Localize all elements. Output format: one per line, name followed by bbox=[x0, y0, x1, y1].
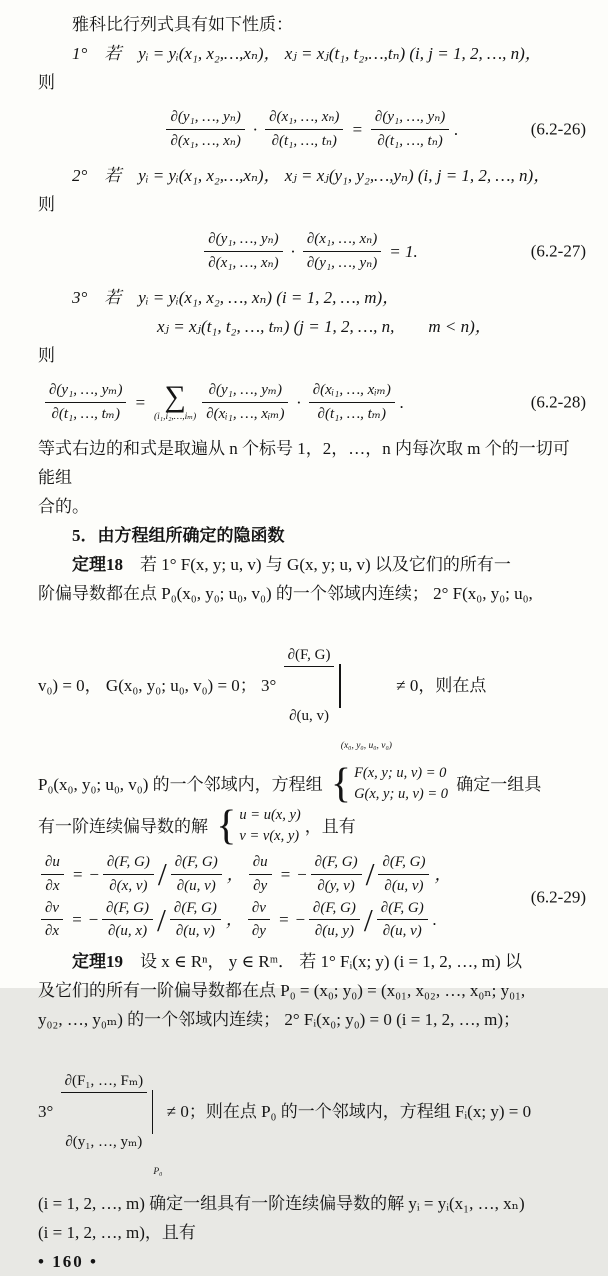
equals-operator: = bbox=[71, 864, 84, 884]
theorem-18-text: 确定一组具 bbox=[452, 774, 542, 794]
theorem-19-line4 bbox=[38, 1034, 586, 1189]
equation-number: (6.2-29) bbox=[530, 887, 586, 907]
fraction-numerator: ∂v bbox=[248, 899, 270, 921]
equation-period: . bbox=[432, 910, 437, 930]
jacobian-fraction bbox=[102, 899, 153, 942]
minus-sign: − bbox=[88, 864, 100, 884]
fraction-denominator: ∂y bbox=[253, 877, 268, 894]
fraction-denominator: ∂(t₁, …, tₘ) bbox=[51, 405, 120, 422]
division-slash: / bbox=[157, 856, 167, 893]
division-slash: / bbox=[363, 901, 373, 938]
fraction-numerator: ∂(F, G) bbox=[103, 853, 154, 875]
jacobian-fraction bbox=[377, 899, 428, 942]
then-label-3: 则 bbox=[38, 346, 55, 365]
jacobian-fraction bbox=[170, 899, 221, 942]
fraction-denominator: ∂(u, v) bbox=[289, 707, 329, 724]
jacobian-fraction bbox=[166, 108, 244, 151]
summation-note-line2: 合的。 bbox=[38, 497, 89, 516]
property-3-statement-line2: xⱼ = xⱼ(t₁, t₂, …, tₘ) (j = 1, 2, …, n, m < n)， bbox=[157, 317, 492, 336]
fraction-denominator: ∂(t₁, …, tₙ) bbox=[377, 132, 443, 149]
fraction-denominator: ∂y bbox=[251, 923, 266, 940]
jacobian-fraction bbox=[309, 899, 360, 942]
theorem-18-line3 bbox=[38, 608, 586, 763]
fraction-denominator: ∂(t₁, …, tₘ) bbox=[317, 405, 387, 422]
fraction-numerator: ∂v bbox=[41, 899, 63, 921]
equals-operator: = bbox=[277, 910, 290, 930]
fraction-denominator: ∂(y₁, …, yₙ) bbox=[306, 254, 378, 271]
theorem-18-line4 bbox=[38, 763, 586, 805]
theorem-18-label: 定理18 bbox=[72, 555, 123, 574]
jacobian-condition-fraction bbox=[284, 608, 335, 763]
fraction-denominator: ∂(u, y) bbox=[314, 923, 354, 940]
theorem-19-line2: 及它们的所有一阶偏导数都在点 P₀ = (x₀; y₀) = (x₀₁, x₀₂, …, x₀ₙ; y₀₁, bbox=[38, 981, 526, 1000]
separator: ， bbox=[226, 864, 244, 884]
fraction-numerator: ∂(F, G) bbox=[377, 899, 428, 921]
equation-row bbox=[38, 853, 586, 896]
jacobian-fraction bbox=[202, 381, 288, 424]
equation-6-2-28 bbox=[38, 375, 586, 429]
theorem-19-text: 设 x ∈ Rⁿ， y ∈ Rᵐ． 若 1° Fᵢ(x; y) (i = 1, 2, …, m) 以 bbox=[123, 952, 522, 971]
equation-6-2-27 bbox=[38, 224, 586, 278]
fraction-denominator: ∂(y, v) bbox=[317, 877, 355, 894]
theorem-19-line5: (i = 1, 2, …, m) 确定一组具有一阶连续偏导数的解 yᵢ = yᵢ(x₁, …, xₙ) bbox=[38, 1194, 525, 1213]
fraction-numerator: ∂(F, G) bbox=[378, 853, 429, 875]
fraction-numerator: ∂(y₁, …, yₘ) bbox=[45, 381, 126, 403]
minus-sign: − bbox=[296, 864, 308, 884]
equation-6-2-26 bbox=[38, 102, 586, 156]
fraction-numerator: ∂(F, G) bbox=[170, 899, 221, 921]
jacobian-fraction bbox=[378, 853, 429, 896]
fraction-denominator: ∂(t₁, …, tₙ) bbox=[271, 132, 337, 149]
fraction-denominator: ∂(u, x) bbox=[108, 923, 148, 940]
fraction-numerator: ∂(F, G) bbox=[309, 899, 360, 921]
equals-operator: = bbox=[71, 910, 83, 930]
jacobian-fraction bbox=[265, 108, 343, 151]
summation-index: (i₁,i₂,…,iₘ) bbox=[153, 411, 197, 422]
separator: ， bbox=[434, 864, 452, 884]
jacobian-fraction bbox=[311, 853, 362, 896]
jacobian-fraction bbox=[371, 108, 449, 151]
theorem-18-text: P₀(x₀, y₀; u₀, v₀) 的一个邻域内，方程组 bbox=[38, 774, 327, 794]
fraction-denominator: ∂(u, v) bbox=[175, 923, 215, 940]
theorem-18-line2: 阶偏导数都在点 P₀(x₀, y₀; u₀, v₀) 的一个邻域内连续； 2° F(x₀, y₀; u₀, bbox=[38, 584, 533, 603]
partial-lhs bbox=[248, 899, 270, 942]
intro-line: 雅科比行列式具有如下性质： bbox=[72, 15, 293, 34]
fraction-numerator: ∂(x₁, …, xₙ) bbox=[303, 230, 381, 252]
fraction-denominator: ∂(x, v) bbox=[109, 877, 148, 894]
page-number: • 160 • bbox=[38, 1252, 98, 1271]
theorem-18-line5 bbox=[38, 805, 586, 847]
partial-lhs bbox=[41, 853, 64, 896]
division-slash: / bbox=[365, 856, 375, 893]
fraction-denominator: ∂(x₁, …, xₙ) bbox=[208, 254, 279, 271]
equals-operator: = bbox=[134, 392, 146, 412]
fraction-numerator: ∂(F, G) bbox=[284, 646, 335, 668]
section-5-heading: 5．由方程组所确定的隐函数 bbox=[72, 526, 285, 545]
theorem-18-text: ≠ 0，则在点 bbox=[391, 676, 487, 695]
solution-system bbox=[216, 805, 301, 847]
partial-lhs bbox=[249, 853, 272, 896]
fraction-numerator: ∂(y₁, …, yₙ) bbox=[166, 108, 244, 130]
separator: ， bbox=[225, 910, 243, 930]
system-equation-G: G(x, y; u, v) = 0 bbox=[354, 786, 448, 802]
equation-6-2-29 bbox=[38, 853, 586, 941]
fraction-denominator: ∂(u, v) bbox=[176, 877, 216, 894]
property-1-statement: 1° 若 yᵢ = yᵢ(x₁, x₂,…,xₙ)， xⱼ = xⱼ(t₁, t₂,…,tₙ) (i, j = 1, 2, …, n)， bbox=[72, 44, 542, 63]
property-3-statement-line1: 3° 若 yᵢ = yᵢ(x₁, x₂, …, xₙ) (i = 1, 2, …, m)， bbox=[72, 288, 400, 307]
theorem-19-line6: (i = 1, 2, …, m)，且有 bbox=[38, 1223, 196, 1242]
equation-number: (6.2-28) bbox=[530, 392, 586, 412]
fraction-denominator: ∂(x₁, …, xₙ) bbox=[170, 132, 241, 149]
dot-operator: · bbox=[296, 392, 301, 412]
left-brace: { bbox=[216, 803, 237, 849]
evaluation-point: (x₀, y₀, u₀, v₀) bbox=[340, 741, 392, 751]
then-label-2: 则 bbox=[38, 195, 55, 214]
equation-number: (6.2-27) bbox=[530, 241, 586, 261]
theorem-19-line3: y₀₂, …, y₀ₘ) 的一个邻域内连续； 2° Fᵢ(x₀; y₀) = 0 (i = 1, 2, …, m)； bbox=[38, 1010, 520, 1029]
theorem-19-line1 bbox=[38, 947, 586, 976]
theorem-19-label: 定理19 bbox=[72, 952, 123, 971]
minus-sign: − bbox=[294, 910, 306, 930]
equation-system bbox=[331, 763, 448, 805]
equals-one: = 1. bbox=[389, 241, 418, 261]
fraction-denominator: ∂(y₁, …, yₘ) bbox=[65, 1133, 143, 1150]
equals-operator: = bbox=[351, 119, 363, 139]
equals-operator: = bbox=[279, 864, 292, 884]
fraction-denominator: ∂(u, v) bbox=[384, 877, 424, 894]
equation-period: . bbox=[399, 392, 405, 412]
theorem-18-text: 若 1° F(x, y; u, v) 与 G(x, y; u, v) 以及它们的所有一 bbox=[123, 555, 511, 574]
evaluation-bar bbox=[339, 664, 340, 708]
jacobian-condition-fraction bbox=[61, 1034, 148, 1189]
fraction-numerator: ∂u bbox=[249, 853, 272, 875]
fraction-denominator: ∂x bbox=[45, 877, 60, 894]
equation-period: . bbox=[454, 119, 459, 139]
equation-row bbox=[38, 899, 586, 942]
theorem-19-text: ≠ 0；则在点 P₀ 的一个邻域内，方程组 Fᵢ(x; y) = 0 bbox=[162, 1102, 532, 1121]
then-label-1: 则 bbox=[38, 73, 55, 92]
theorem-18-text: v₀) = 0， G(x₀, y₀; u₀, v₀) = 0； 3° bbox=[38, 676, 281, 695]
jacobian-fraction bbox=[171, 853, 222, 896]
theorem-19-text: 3° bbox=[38, 1102, 58, 1121]
dot-operator: · bbox=[290, 241, 295, 261]
solution-u: u = u(x, y) bbox=[239, 807, 301, 823]
jacobian-fraction bbox=[204, 230, 282, 273]
fraction-denominator: ∂(u, v) bbox=[382, 923, 422, 940]
left-brace: { bbox=[330, 761, 352, 807]
evaluation-point: P₀ bbox=[153, 1167, 163, 1177]
theorem-18-text: 有一阶连续偏导数的解 bbox=[38, 816, 213, 836]
sigma-symbol: ∑ bbox=[164, 379, 186, 413]
theorem-18-text: ，且有 bbox=[304, 816, 356, 836]
fraction-numerator: ∂(F, G) bbox=[102, 899, 153, 921]
evaluation-bar bbox=[152, 1090, 153, 1134]
jacobian-fraction bbox=[103, 853, 154, 896]
jacobian-fraction bbox=[309, 381, 395, 424]
partial-lhs bbox=[41, 899, 63, 942]
fraction-numerator: ∂(y₁, …, yₙ) bbox=[371, 108, 449, 130]
theorem-18-line1 bbox=[38, 550, 586, 579]
jacobian-fraction bbox=[303, 230, 381, 273]
fraction-numerator: ∂(x₁, …, xₙ) bbox=[265, 108, 343, 130]
equation-number: (6.2-26) bbox=[530, 119, 586, 139]
property-2-statement: 2° 若 yᵢ = yᵢ(x₁, x₂,…,xₙ)， xⱼ = xⱼ(y₁, y₂,…,yₙ) (i, j = 1, 2, …, n)， bbox=[72, 166, 551, 185]
fraction-numerator: ∂(F, G) bbox=[311, 853, 362, 875]
fraction-numerator: ∂(y₁, …, yₙ) bbox=[204, 230, 282, 252]
summation bbox=[153, 379, 197, 423]
fraction-numerator: ∂(F₁, …, Fₘ) bbox=[61, 1072, 148, 1094]
system-equation-F: F(x, y; u, v) = 0 bbox=[354, 765, 447, 781]
summation-note-line1: 等式右边的和式是取遍从 n 个标号 1，2，…，n 内每次取 m 个的一切可能组 bbox=[38, 439, 570, 487]
dot-operator: · bbox=[252, 119, 258, 139]
fraction-numerator: ∂u bbox=[41, 853, 64, 875]
fraction-numerator: ∂(y₁, …, yₘ) bbox=[202, 381, 288, 403]
solution-v: v = v(x, y) bbox=[239, 828, 300, 844]
division-slash: / bbox=[157, 901, 166, 938]
fraction-denominator: ∂x bbox=[45, 923, 60, 940]
jacobian-fraction bbox=[45, 381, 126, 424]
fraction-numerator: ∂(xᵢ₁, …, xᵢₘ) bbox=[309, 381, 395, 403]
fraction-denominator: ∂(xᵢ₁, …, xᵢₘ) bbox=[206, 405, 285, 422]
fraction-numerator: ∂(F, G) bbox=[171, 853, 222, 875]
minus-sign: − bbox=[87, 910, 100, 930]
